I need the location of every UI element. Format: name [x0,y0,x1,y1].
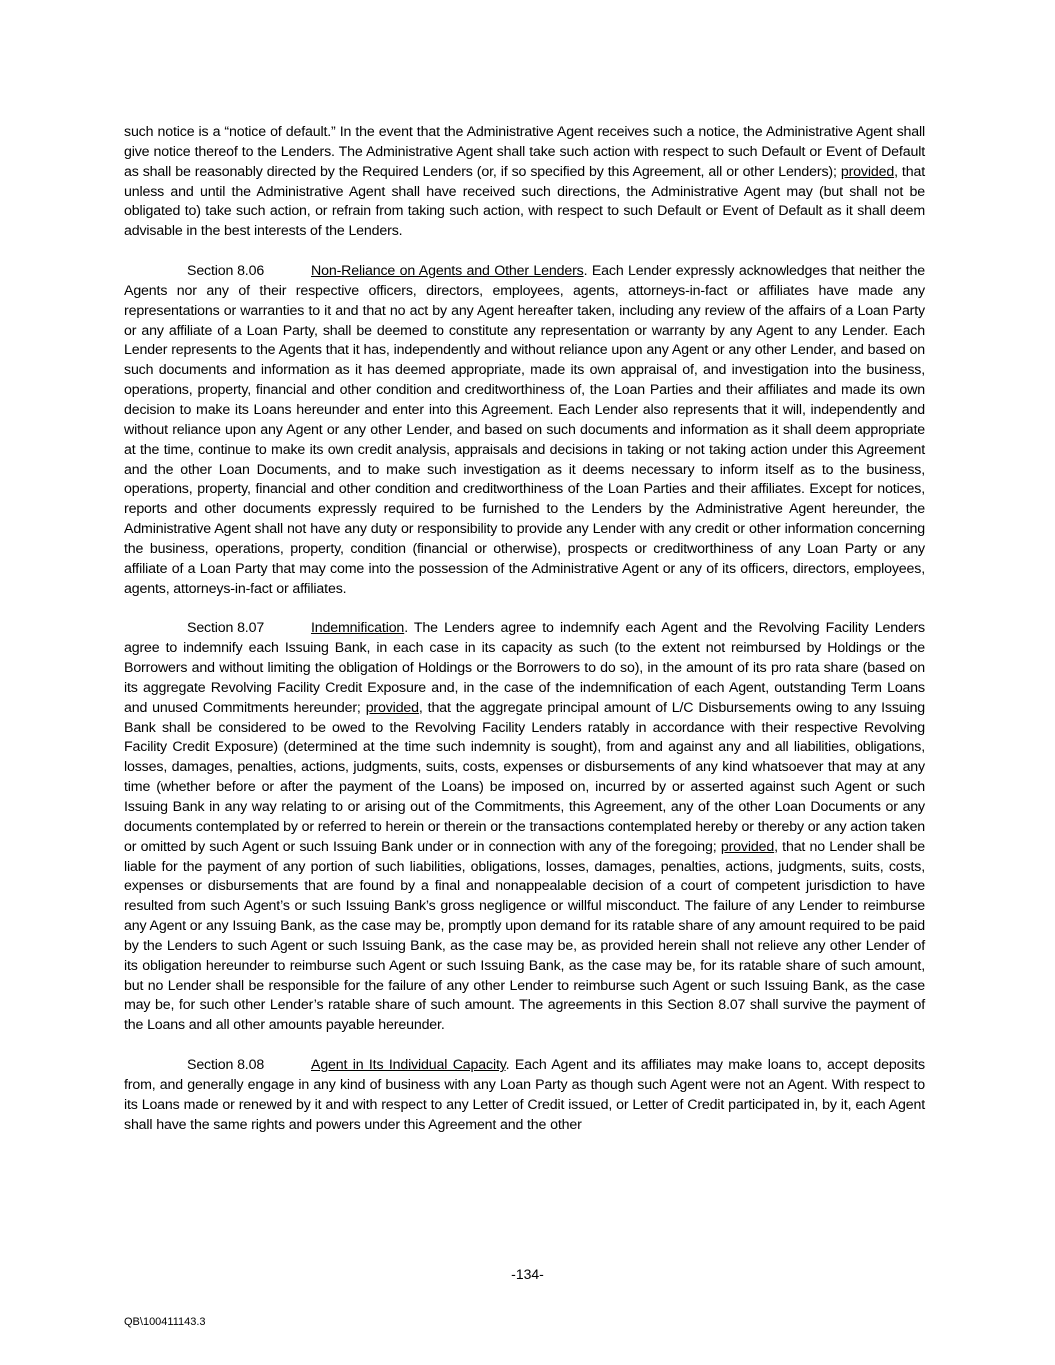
section-text: . The Lenders agree to indemnify each Agent and the Revolving Facility Lenders agree to indemnify each Issuing Bank, in each case in its capacity as such (to the extent not reimbursed by Holdings or the Borrowers and without limiting the obligation of Holdings or the Borrowers to do so), in the amount of its pro rata share (based on its aggregate Revolving Facility Credit Exposure and, in the case of the indemnification of each Agent, outstanding Term Loans and unused Commitments hereunder; [124,620,925,716]
section-text: . Each Agent and its affiliates may make loans to, accept deposits from, and generally engage in any kind of business with any Loan Party as though such Agent were not an Agent. With respect to its Loans made or renewed by it and with respect to any Letter of Credit issued, or Letter of Credit participated in, by it, each Agent shall have the same rights and powers under this Agreement and the other [124,1057,925,1133]
paragraph-text: , that unless and until the Administrative Agent shall have received such directions, the Administrative Agent may (but shall not be obligated to) take such action, or refrain from taking such action, with respect to such Default or Event of Default as it shall deem advisable in the best interests of the Lenders. [124,163,925,240]
section-8-07 [124,619,925,1036]
section-title: Agent in Its Individual Capacity [311,1057,506,1074]
body-text [124,123,925,1156]
provided-term: provided [720,838,775,855]
section-number: Section 8.08 [187,1057,265,1074]
section-number: Section 8.07 [187,620,265,637]
section-8-06 [124,262,925,599]
provided-term: provided [365,699,419,716]
document-id: QB\100411143.3 [124,1316,206,1328]
section-text: , that no Lender shall be liable for the payment of any portion of such liabilities, obligations, losses, damages, penalties, actions, judgments, suits, costs, expenses or disbursements that are found by a final and nonappealable decision of a court of competent jurisdiction to have resulted from such Agent’s or such Issuing Bank’s gross negligence or willful misconduct. The failure of any Lender to reimburse any Agent or any Issuing Bank, as the case may be, promptly upon demand for its ratable share of any amount required to be paid by the Lenders to such Agent or such Issuing Bank, as the case may be, as provided herein shall not relieve any other Lender of its obligation hereunder to reimburse such Agent or such Issuing Bank, as the case may be, for its ratable share of such amount, but no Lender shall be responsible for the failure of any other Lender to reimburse such Agent or such Issuing Bank, as the case may be, for such other Lender’s ratable share of such amount. The agreements in this Section 8.07 shall survive the payment of the Loans and all other amounts payable hereunder. [124,838,925,1034]
paragraph-notice-of-default [124,123,925,242]
paragraph-text: such notice is a “notice of default.” In the event that the Administrative Agent receives such a notice, the Administrative Agent shall give notice thereof to the Lenders. The Administrative Agent shall take such action with respect to such Default or Event of Default as shall be reasonably directed by the Required Lenders (or, if so specified by this Agreement, all or other Lenders); [124,124,925,180]
provided-term: provided [840,163,895,180]
section-text: , that the aggregate principal amount of L/C Disbursements owing to any Issuing Bank shall be considered to be owed to the Revolving Facility Lenders ratably in accordance with their respective Revolving Facility Credit Exposure) (determined at the time such indemnity is sought), from and against any and all liabilities, obligations, losses, damages, penalties, actions, judgments, suits, costs, expenses or disbursements of any kind whatsoever that may at any time (whether before or after the payment of the Loans) be imposed on, incurred by or asserted against such Agent or such Issuing Bank in any way relating to or arising out of the Commitments, this Agreement, any of the other Loan Documents or any documents contemplated by or referred to herein or therein or the transactions contemplated hereby or thereby or any action taken or omitted by such Agent or such Issuing Bank under or in connection with any of the foregoing; [124,699,926,855]
section-title: Indemnification [311,620,405,637]
section-8-08 [124,1056,925,1135]
section-text: . Each Lender expressly acknowledges that neither the Agents nor any of their respective officers, directors, employees, agents, attorneys-in-fact or affiliates have made any representations or warranties to it and that no act by any Agent hereafter taken, including any review of the affairs of a Loan Party or any affiliate of a Loan Party, shall be deemed to constitute any representation or warranty by any Agent to any Lender. Each Lender represents to the Agents that it has, independently and without reliance upon any Agent or any other Lender, and based on such documents and information as it has deemed appropriate, made its own appraisal of, and investigation into the business, operations, property, financial and other condition and creditworthiness of, the Loan Parties and their affiliates and made its own decision to make its Loans hereunder and enter into this Agreement. Each Lender also represents that it will, independently and without reliance upon any Agent or any other Lender, and based on such documents and information as it shall deem appropriate at the time, continue to make its own credit analysis, appraisals and decisions in taking or not taking action under this Agreement and the other Loan Documents, and to make such investigation as it deems necessary to inform itself as to the business, operations, property, financial and other condition and creditworthiness of the Loan Parties and their affiliates. Except for notices, reports and other documents expressly required to be furnished to the Lenders by the Administrative Agent hereunder, the Administrative Agent shall not have any duty or responsibility to provide any Lender with any credit or other information concerning the business, operations, property, condition (financial or otherwise), prospects or creditworthiness of any Loan Party or any affiliate of a Loan Party that may come into the possession of the Administrative Agent or any of its officers, directors, employees, agents, attorneys-in-fact or affiliates. [124,263,925,597]
section-number: Section 8.06 [187,263,265,280]
page-number: -134- [511,1266,544,1282]
section-title: Non-Reliance on Agents and Other Lenders [311,263,584,280]
